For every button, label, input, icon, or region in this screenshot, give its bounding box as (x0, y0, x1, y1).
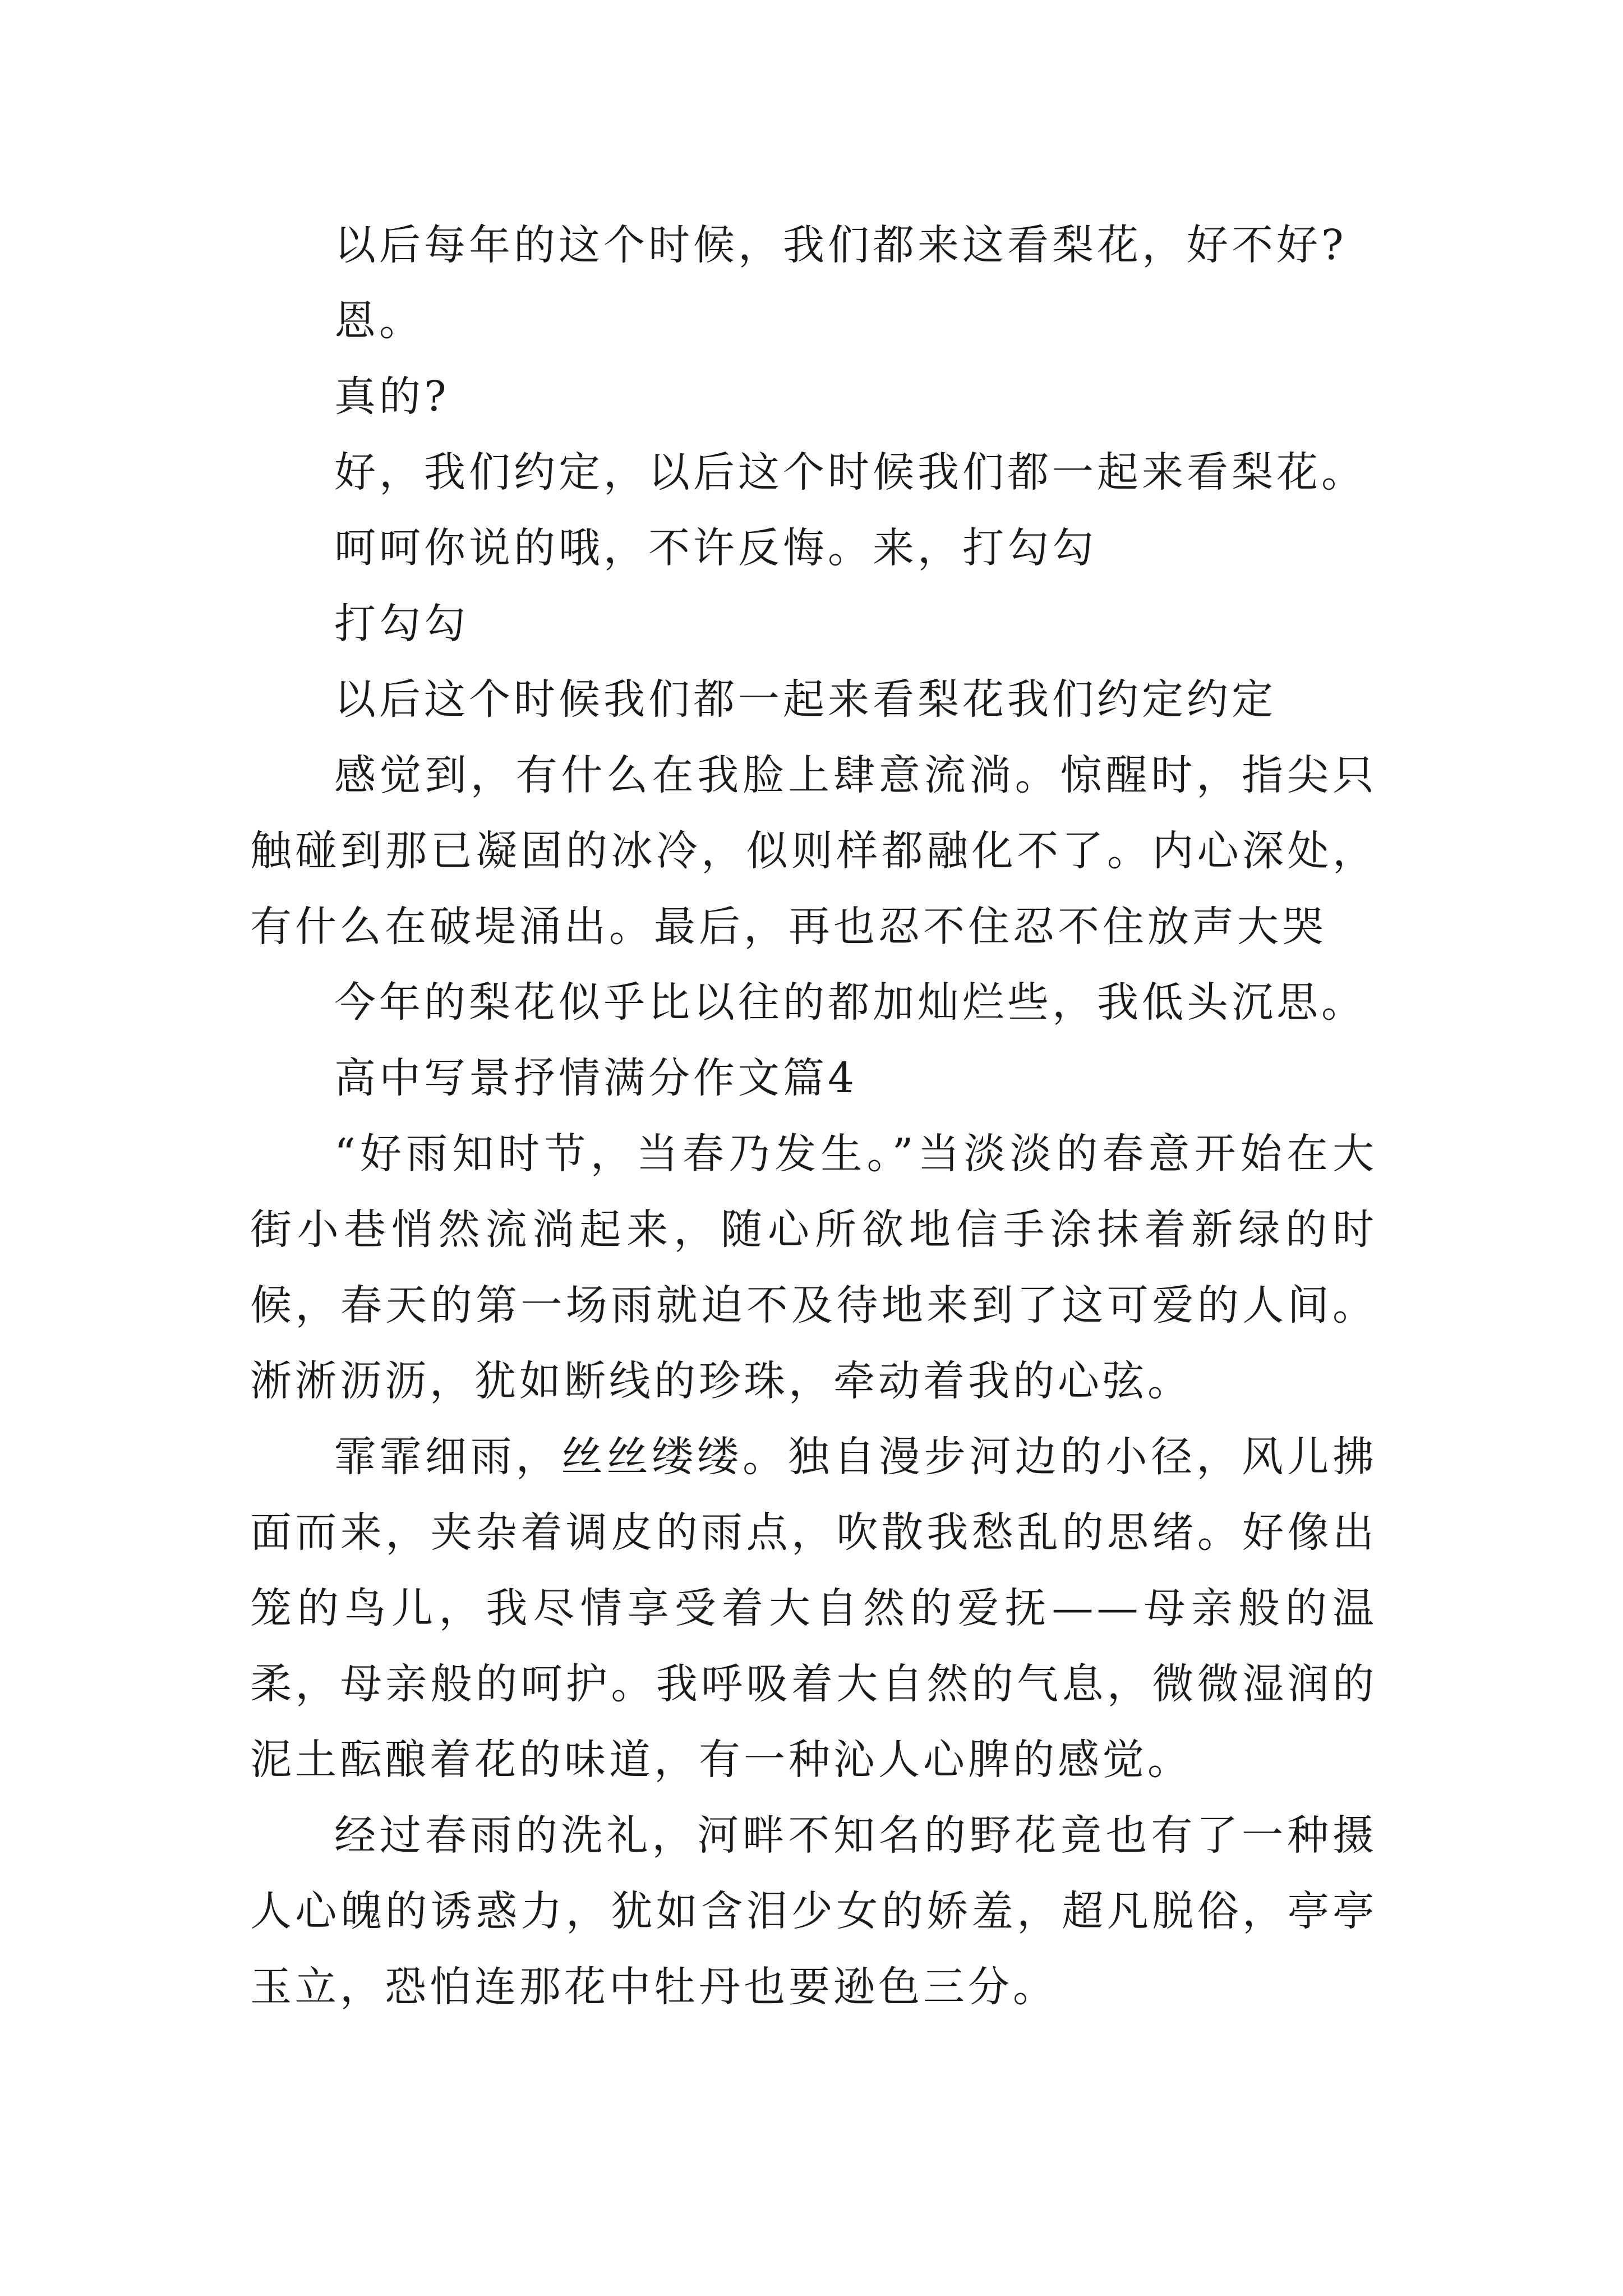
dialogue-line: 以后这个时候我们都一起来看梨花我们约定约定 (334, 675, 1276, 724)
body-paragraph: “好雨知时节，当春乃发生。”当淡淡的春意开始在大街小巷悄然流淌起来，随心所欲地信手涂抹着新绿的时候，春天的第一场雨就迫不及待地来到了这可爱的人间。淅淅沥沥，犹如断线的珍珠，牵动着我的心弦。 (250, 1130, 1377, 1405)
dialogue-line: 呵呵你说的哦，不许反悔。来，打勾勾 (334, 524, 1097, 572)
dialogue-line: 恩。 (334, 297, 424, 345)
dialogue-line: 真的? (334, 372, 450, 421)
dialogue-line: 打勾勾 (334, 600, 469, 648)
dialogue-line: 好，我们约定，以后这个时候我们都一起来看梨花。 (334, 448, 1366, 496)
document-body (250, 208, 1377, 2025)
body-paragraph: 经过春雨的洗礼，河畔不知名的野花竟也有了一种摄人心魄的诱惑力，犹如含泪少女的娇羞，超凡脱俗，亭亭玉立，恐怕连那花中牡丹也要逊色三分。 (250, 1811, 1377, 2011)
dialogue-line: 以后每年的这个时候，我们都来这看梨花，好不好? (334, 221, 1347, 269)
body-paragraph: 霏霏细雨，丝丝缕缕。独自漫步河边的小径，风儿拂面而来，夹杂着调皮的雨点，吹散我愁乱的思绪。好像出笼的鸟儿，我尽情享受着大自然的爱抚——母亲般的温柔，母亲般的呵护。我呼吸着大自然的气息，微微湿润的泥土酝酿着花的味道，有一种沁人心脾的感觉。 (250, 1433, 1377, 1784)
section-heading: 高中写景抒情满分作文篇4 (334, 1054, 858, 1102)
body-paragraph: 感觉到，有什么在我脸上肆意流淌。惊醒时，指尖只触碰到那已凝固的冰冷，似则样都融化不了。内心深处，有什么在破堤涌出。最后，再也忍不住忍不住放声大哭 (250, 751, 1377, 951)
body-paragraph: 今年的梨花似乎比以往的都加灿烂些，我低头沉思。 (334, 978, 1366, 1027)
